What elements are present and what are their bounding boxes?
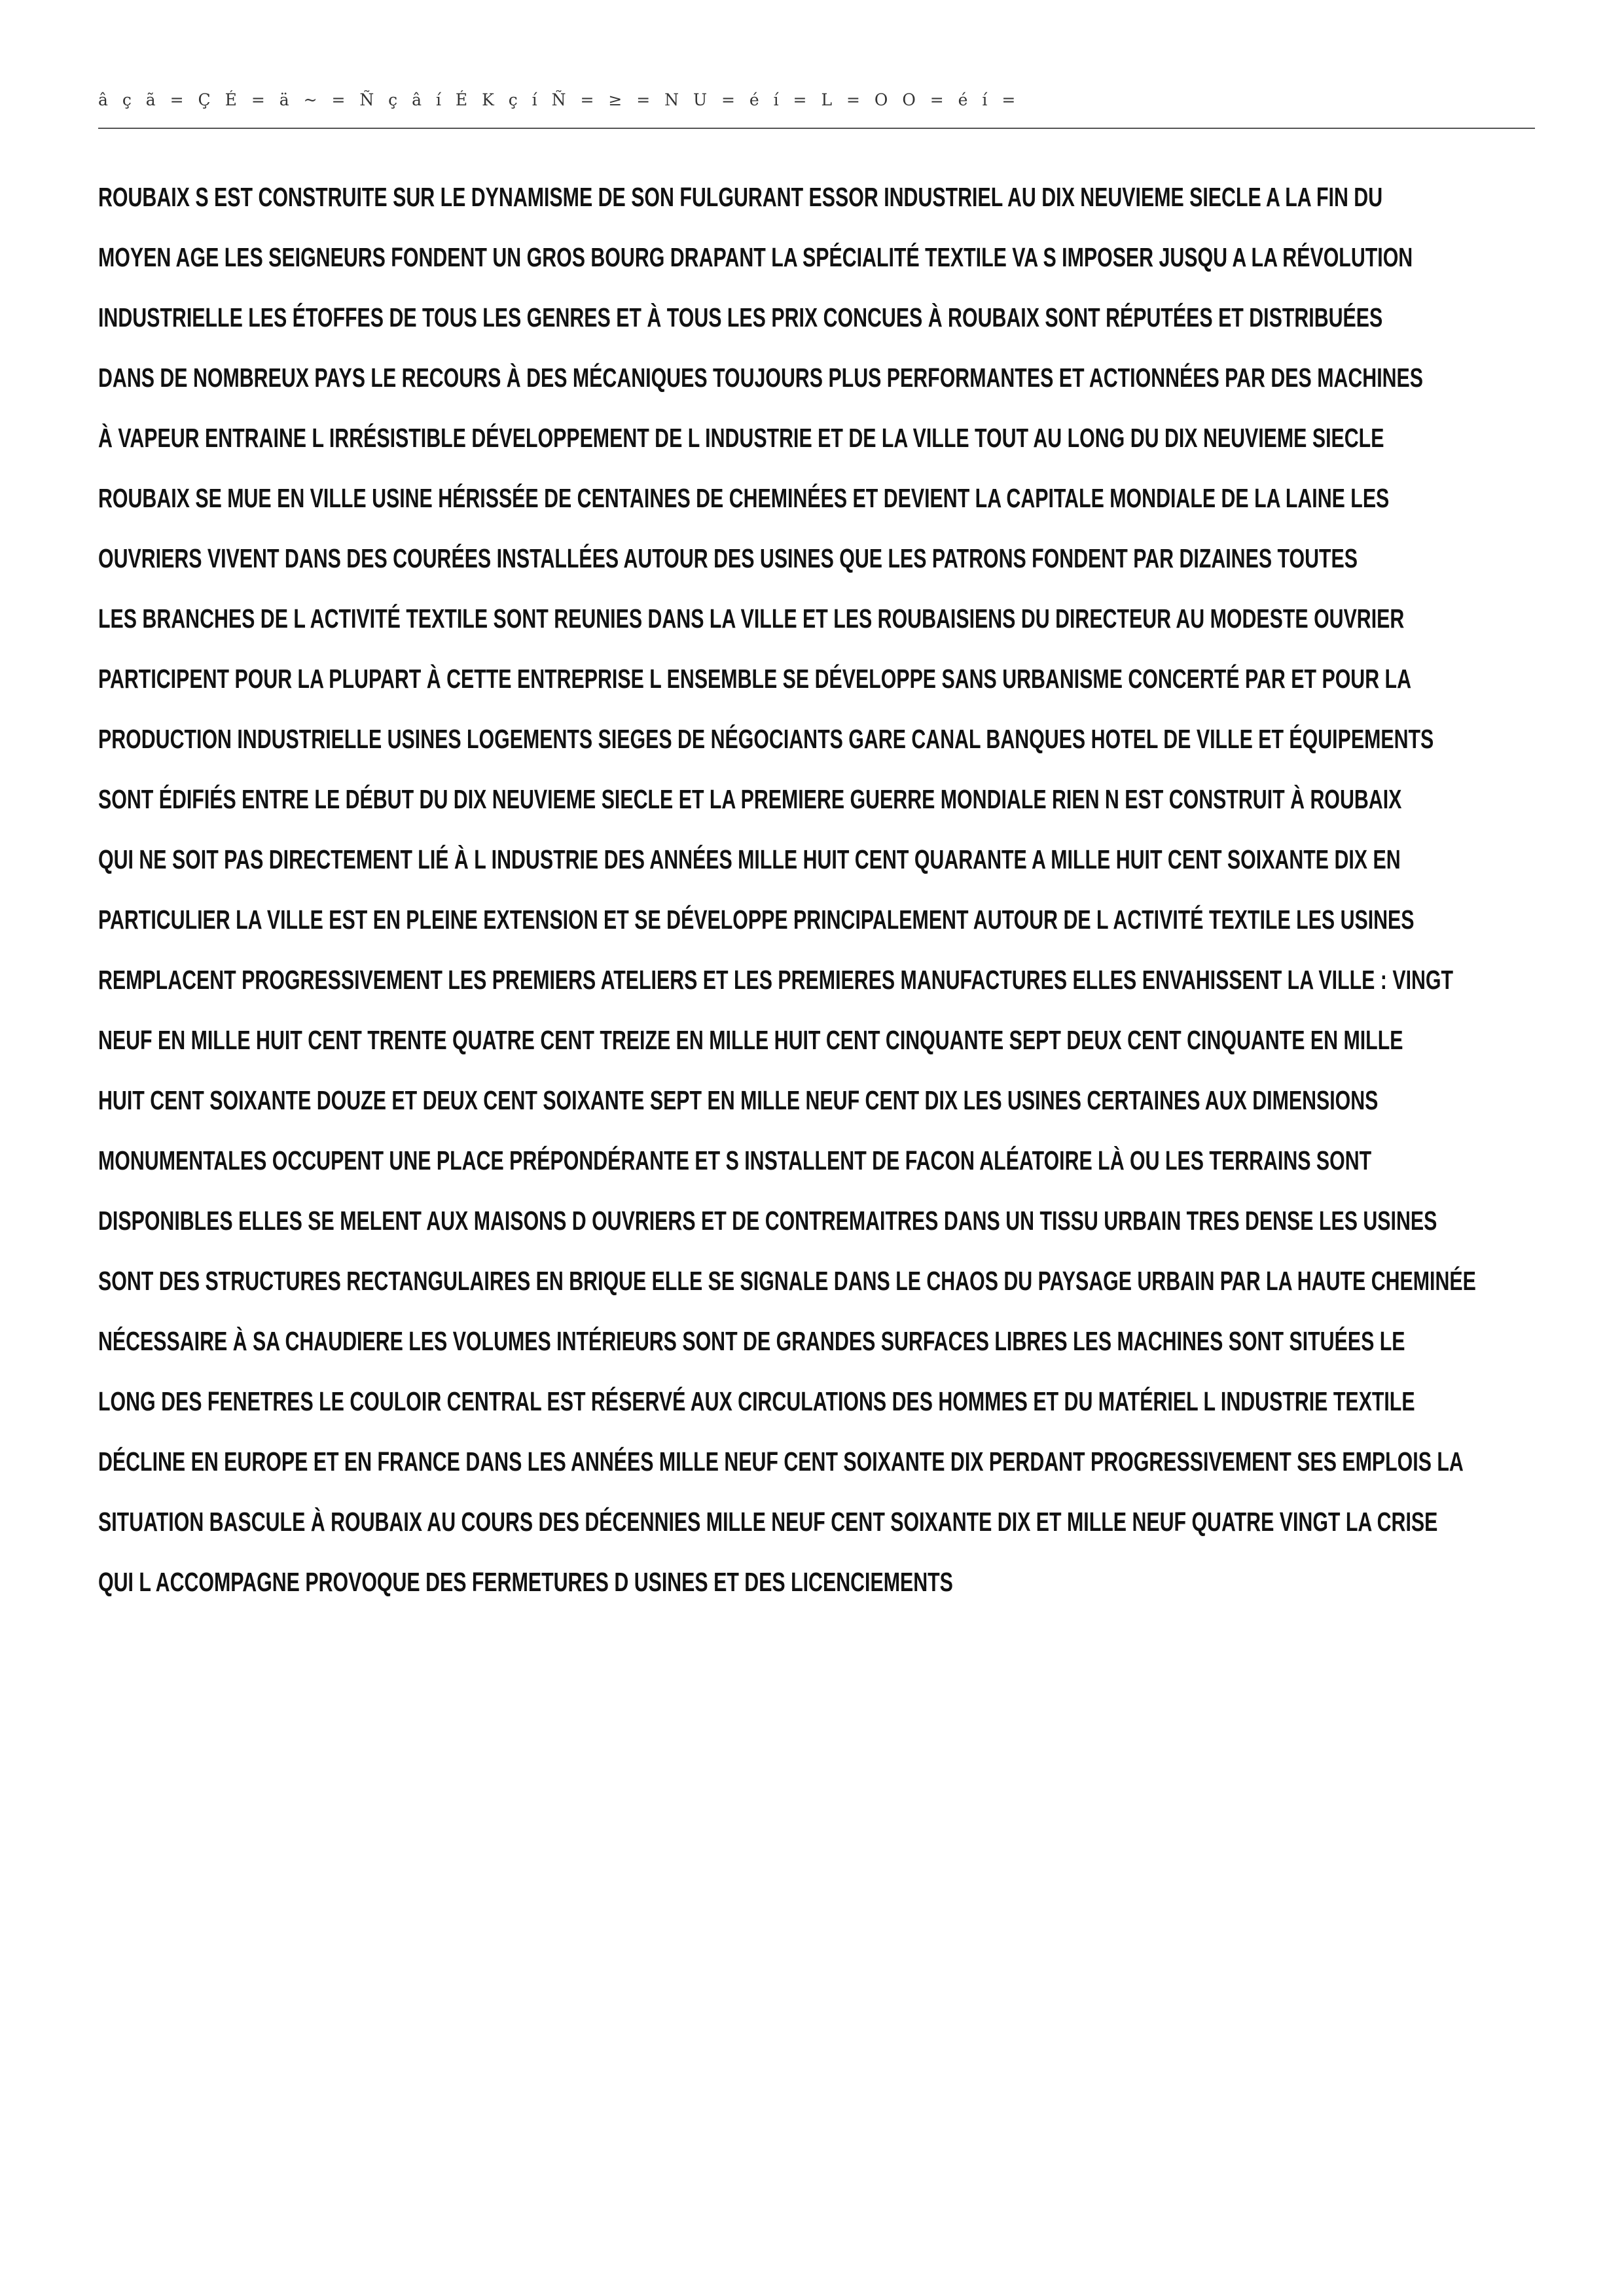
text-line: LES BRANCHES DE L ACTIVITÉ TEXTILE SONT REUNIES DANS LA VILLE ET LES ROUBAISIENS DU DIRECTEUR AU MODESTE OUVRIER [98,603,1405,634]
text-line: ROUBAIX SE MUE EN VILLE USINE HÉRISSÉE DE CENTAINES DE CHEMINÉES ET DEVIENT LA CAPITALE MONDIALE DE LA LAINE LES [98,483,1390,513]
text-line: SONT DES STRUCTURES RECTANGULAIRES EN BRIQUE ELLE SE SIGNALE DANS LE CHAOS DU PAYSAGE URBAIN PAR LA HAUTE CHEMINÉE [98,1266,1476,1296]
text-line: SITUATION BASCULE À ROUBAIX AU COURS DES DÉCENNIES MILLE NEUF CENT SOIXANTE DIX ET MILLE NEUF QUATRE VINGT LA CRISE [98,1507,1438,1537]
text-line: QUI NE SOIT PAS DIRECTEMENT LIÉ À L INDUSTRIE DES ANNÉES MILLE HUIT CENT QUARANTE A MILLE HUIT CENT SOIXANTE DIX EN [98,844,1401,874]
text-line: DÉCLINE EN EUROPE ET EN FRANCE DANS LES ANNÉES MILLE NEUF CENT SOIXANTE DIX PERDANT PROGRESSIVEMENT SES EMPLOIS LA [98,1446,1464,1477]
text-line: NEUF EN MILLE HUIT CENT TRENTE QUATRE CENT TREIZE EN MILLE HUIT CENT CINQUANTE SEPT DEUX CENT CINQUANTE EN MILLE [98,1025,1403,1055]
text-line: DISPONIBLES ELLES SE MELENT AUX MAISONS D OUVRIERS ET DE CONTREMAITRES DANS UN TISSU URBAIN TRES DENSE LES USINES [98,1206,1437,1236]
text-line: REMPLACENT PROGRESSIVEMENT LES PREMIERS ATELIERS ET LES PREMIERES MANUFACTURES ELLES ENVAHISSENT LA VILLE : VINGT [98,965,1454,995]
text-line: SONT ÉDIFIÉS ENTRE LE DÉBUT DU DIX NEUVIEME SIECLE ET LA PREMIERE GUERRE MONDIALE RIEN N EST CONSTRUIT À ROUBAIX [98,784,1402,814]
text-line: NÉCESSAIRE À SA CHAUDIERE LES VOLUMES INTÉRIEURS SONT DE GRANDES SURFACES LIBRES LES MACHINES SONT SITUÉES LE [98,1326,1405,1356]
text-line: INDUSTRIELLE LES ÉTOFFES DE TOUS LES GENRES ET À TOUS LES PRIX CONCUES À ROUBAIX SONT RÉPUTÉES ET DISTRIBUÉES [98,302,1383,332]
body-text [98,167,1564,1612]
text-line: DANS DE NOMBREUX PAYS LE RECOURS À DES MÉCANIQUES TOUJOURS PLUS PERFORMANTES ET ACTIONNÉES PAR DES MACHINES [98,363,1424,393]
text-line: HUIT CENT SOIXANTE DOUZE ET DEUX CENT SOIXANTE SEPT EN MILLE NEUF CENT DIX LES USINES CERTAINES AUX DIMENSIONS [98,1085,1379,1115]
text-line: MOYEN AGE LES SEIGNEURS FONDENT UN GROS BOURG DRAPANT LA SPÉCIALITÉ TEXTILE VA S IMPOSER JUSQU A LA RÉVOLUTION [98,242,1413,272]
text-line: ROUBAIX S EST CONSTRUITE SUR LE DYNAMISME DE SON FULGURANT ESSOR INDUSTRIEL AU DIX NEUVIEME SIECLE A LA FIN DU [98,182,1383,212]
text-line: À VAPEUR ENTRAINE L IRRÉSISTIBLE DÉVELOPPEMENT DE L INDUSTRIE ET DE LA VILLE TOUT AU LONG DU DIX NEUVIEME SIECLE [98,423,1384,453]
text-line: PRODUCTION INDUSTRIELLE USINES LOGEMENTS SIEGES DE NÉGOCIANTS GARE CANAL BANQUES HOTEL DE VILLE ET ÉQUIPEMENTS [98,724,1434,754]
text-line: MONUMENTALES OCCUPENT UNE PLACE PRÉPONDÉRANTE ET S INSTALLENT DE FACON ALÉATOIRE LÀ OU LES TERRAINS SONT [98,1145,1372,1175]
text-line: OUVRIERS VIVENT DANS DES COURÉES INSTALLÉES AUTOUR DES USINES QUE LES PATRONS FONDENT PAR DIZAINES TOUTES [98,543,1358,573]
header-rule [98,128,1535,129]
text-line: PARTICULIER LA VILLE EST EN PLEINE EXTENSION ET SE DÉVELOPPE PRINCIPALEMENT AUTOUR DE L ACTIVITÉ TEXTILE LES USINES [98,905,1415,935]
text-line: PARTICIPENT POUR LA PLUPART À CETTE ENTREPRISE L ENSEMBLE SE DÉVELOPPE SANS URBANISME CONCERTÉ PAR ET POUR LA [98,664,1412,694]
running-header: â ç ã = Ç É = ä ~ = Ñ ç â í É K ç í Ñ = ≥ = N U = é í = L = O O = é í = [98,90,1020,109]
text-line: QUI L ACCOMPAGNE PROVOQUE DES FERMETURES D USINES ET DES LICENCIEMENTS [98,1567,953,1597]
text-line: LONG DES FENETRES LE COULOIR CENTRAL EST RÉSERVÉ AUX CIRCULATIONS DES HOMMES ET DU MATÉRIEL L INDUSTRIE TEXTILE [98,1386,1415,1416]
